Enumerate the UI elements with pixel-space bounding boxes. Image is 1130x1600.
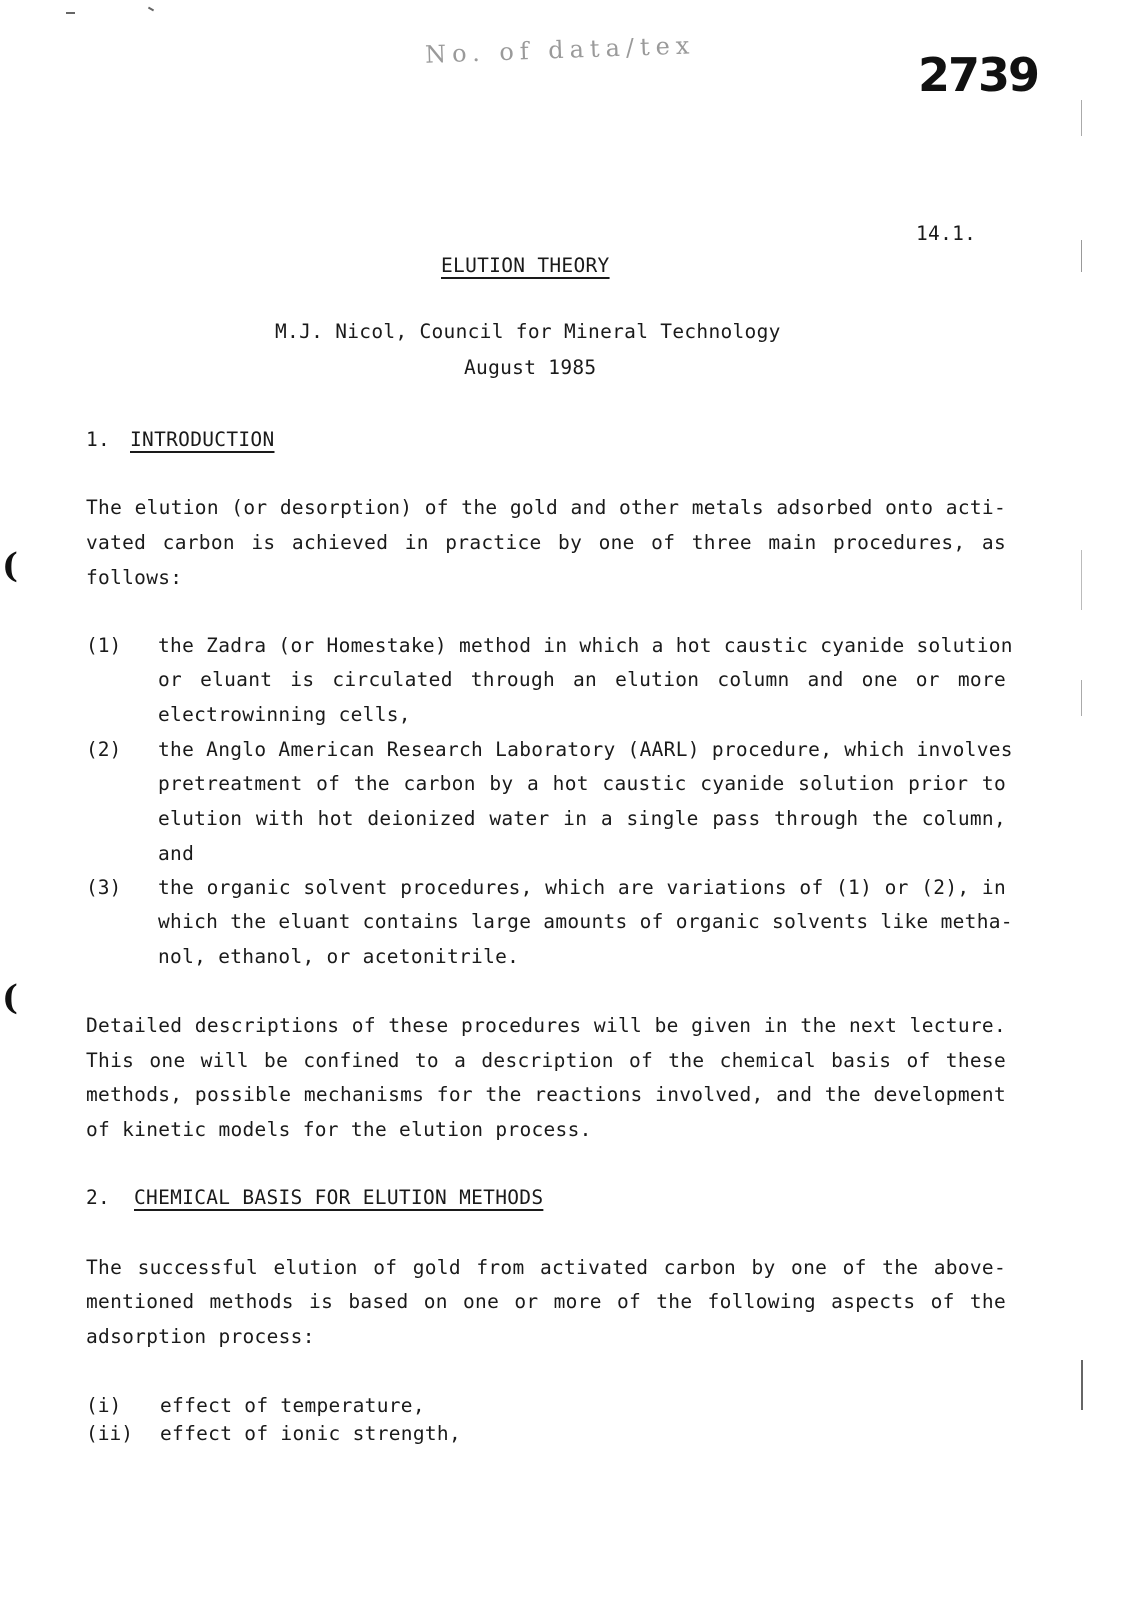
list-item-line: the Zadra (or Homestake) method in which a hot caustic cyanide solution	[158, 634, 1013, 657]
faint-handwriting: No. of data/tex	[424, 31, 696, 69]
author-line: M.J. Nicol, Council for Mineral Technology	[275, 320, 781, 343]
list-item-line: elution with hot deionized water in a single pass through the column,	[158, 807, 1006, 830]
paragraph-line: adsorption process:	[86, 1325, 315, 1348]
list-item-line: effect of ionic strength,	[160, 1422, 461, 1445]
list-item-line: nol, ethanol, or acetonitrile.	[158, 945, 520, 968]
paragraph-line: Detailed descriptions of these procedures will be given in the next lecture.	[86, 1014, 1006, 1037]
paragraph-line: methods, possible mechanisms for the reactions involved, and the development	[86, 1083, 1006, 1106]
scan-edge-mark	[1081, 550, 1082, 610]
scan-edge-mark	[1081, 100, 1082, 136]
scan-edge-mark	[1081, 240, 1082, 272]
list-item-line: effect of temperature,	[160, 1394, 425, 1417]
list-item-line: the organic solvent procedures, which are variations of (1) or (2), in	[158, 876, 1006, 899]
paragraph-line: The successful elution of gold from activated carbon by one of the above-	[86, 1256, 1006, 1279]
paragraph-line: vated carbon is achieved in practice by one of three main procedures, as	[86, 531, 1006, 554]
list-item-line: pretreatment of the carbon by a hot caustic cyanide solution prior to	[158, 772, 1006, 795]
scan-edge-mark	[1081, 1360, 1083, 1410]
list-item-line: the Anglo American Research Laboratory (AARL) procedure, which involves	[158, 738, 1013, 761]
list-item-number: (3)	[86, 876, 122, 899]
date-line: August 1985	[464, 356, 597, 379]
section-2-heading: CHEMICAL BASIS FOR ELUTION METHODS	[134, 1186, 544, 1209]
scan-edge-mark	[1081, 680, 1082, 716]
margin-bracket: (	[2, 978, 19, 1018]
list-item-number: (ii)	[86, 1422, 133, 1445]
paragraph-line: This one will be confined to a description of the chemical basis of these	[86, 1049, 1006, 1072]
scan-mark	[148, 7, 154, 12]
section-number: 14.1.	[916, 222, 977, 245]
list-item-number: (1)	[86, 634, 122, 657]
list-item-line: electrowinning cells,	[158, 703, 411, 726]
paragraph-line: of kinetic models for the elution process.	[86, 1118, 592, 1141]
list-item-line: or eluant is circulated through an elution column and one or more	[158, 668, 1006, 691]
paragraph-line: follows:	[86, 566, 183, 589]
scan-mark	[66, 12, 75, 14]
handwritten-page-number: 2739	[918, 48, 1039, 102]
margin-bracket: (	[2, 546, 19, 586]
paragraph-line: The elution (or desorption) of the gold and other metals adsorbed onto acti-	[86, 496, 1006, 519]
document-title: ELUTION THEORY	[441, 254, 610, 277]
section-1-heading: INTRODUCTION	[130, 428, 275, 451]
section-1-number: 1.	[86, 428, 111, 451]
list-item-number: (2)	[86, 738, 122, 761]
list-item-number: (i)	[86, 1394, 122, 1417]
list-item-line: which the eluant contains large amounts of organic solvents like metha-	[158, 910, 1013, 933]
section-2-number: 2.	[86, 1186, 111, 1209]
list-item-line: and	[158, 842, 195, 865]
paragraph-line: mentioned methods is based on one or more of the following aspects of the	[86, 1290, 1006, 1313]
